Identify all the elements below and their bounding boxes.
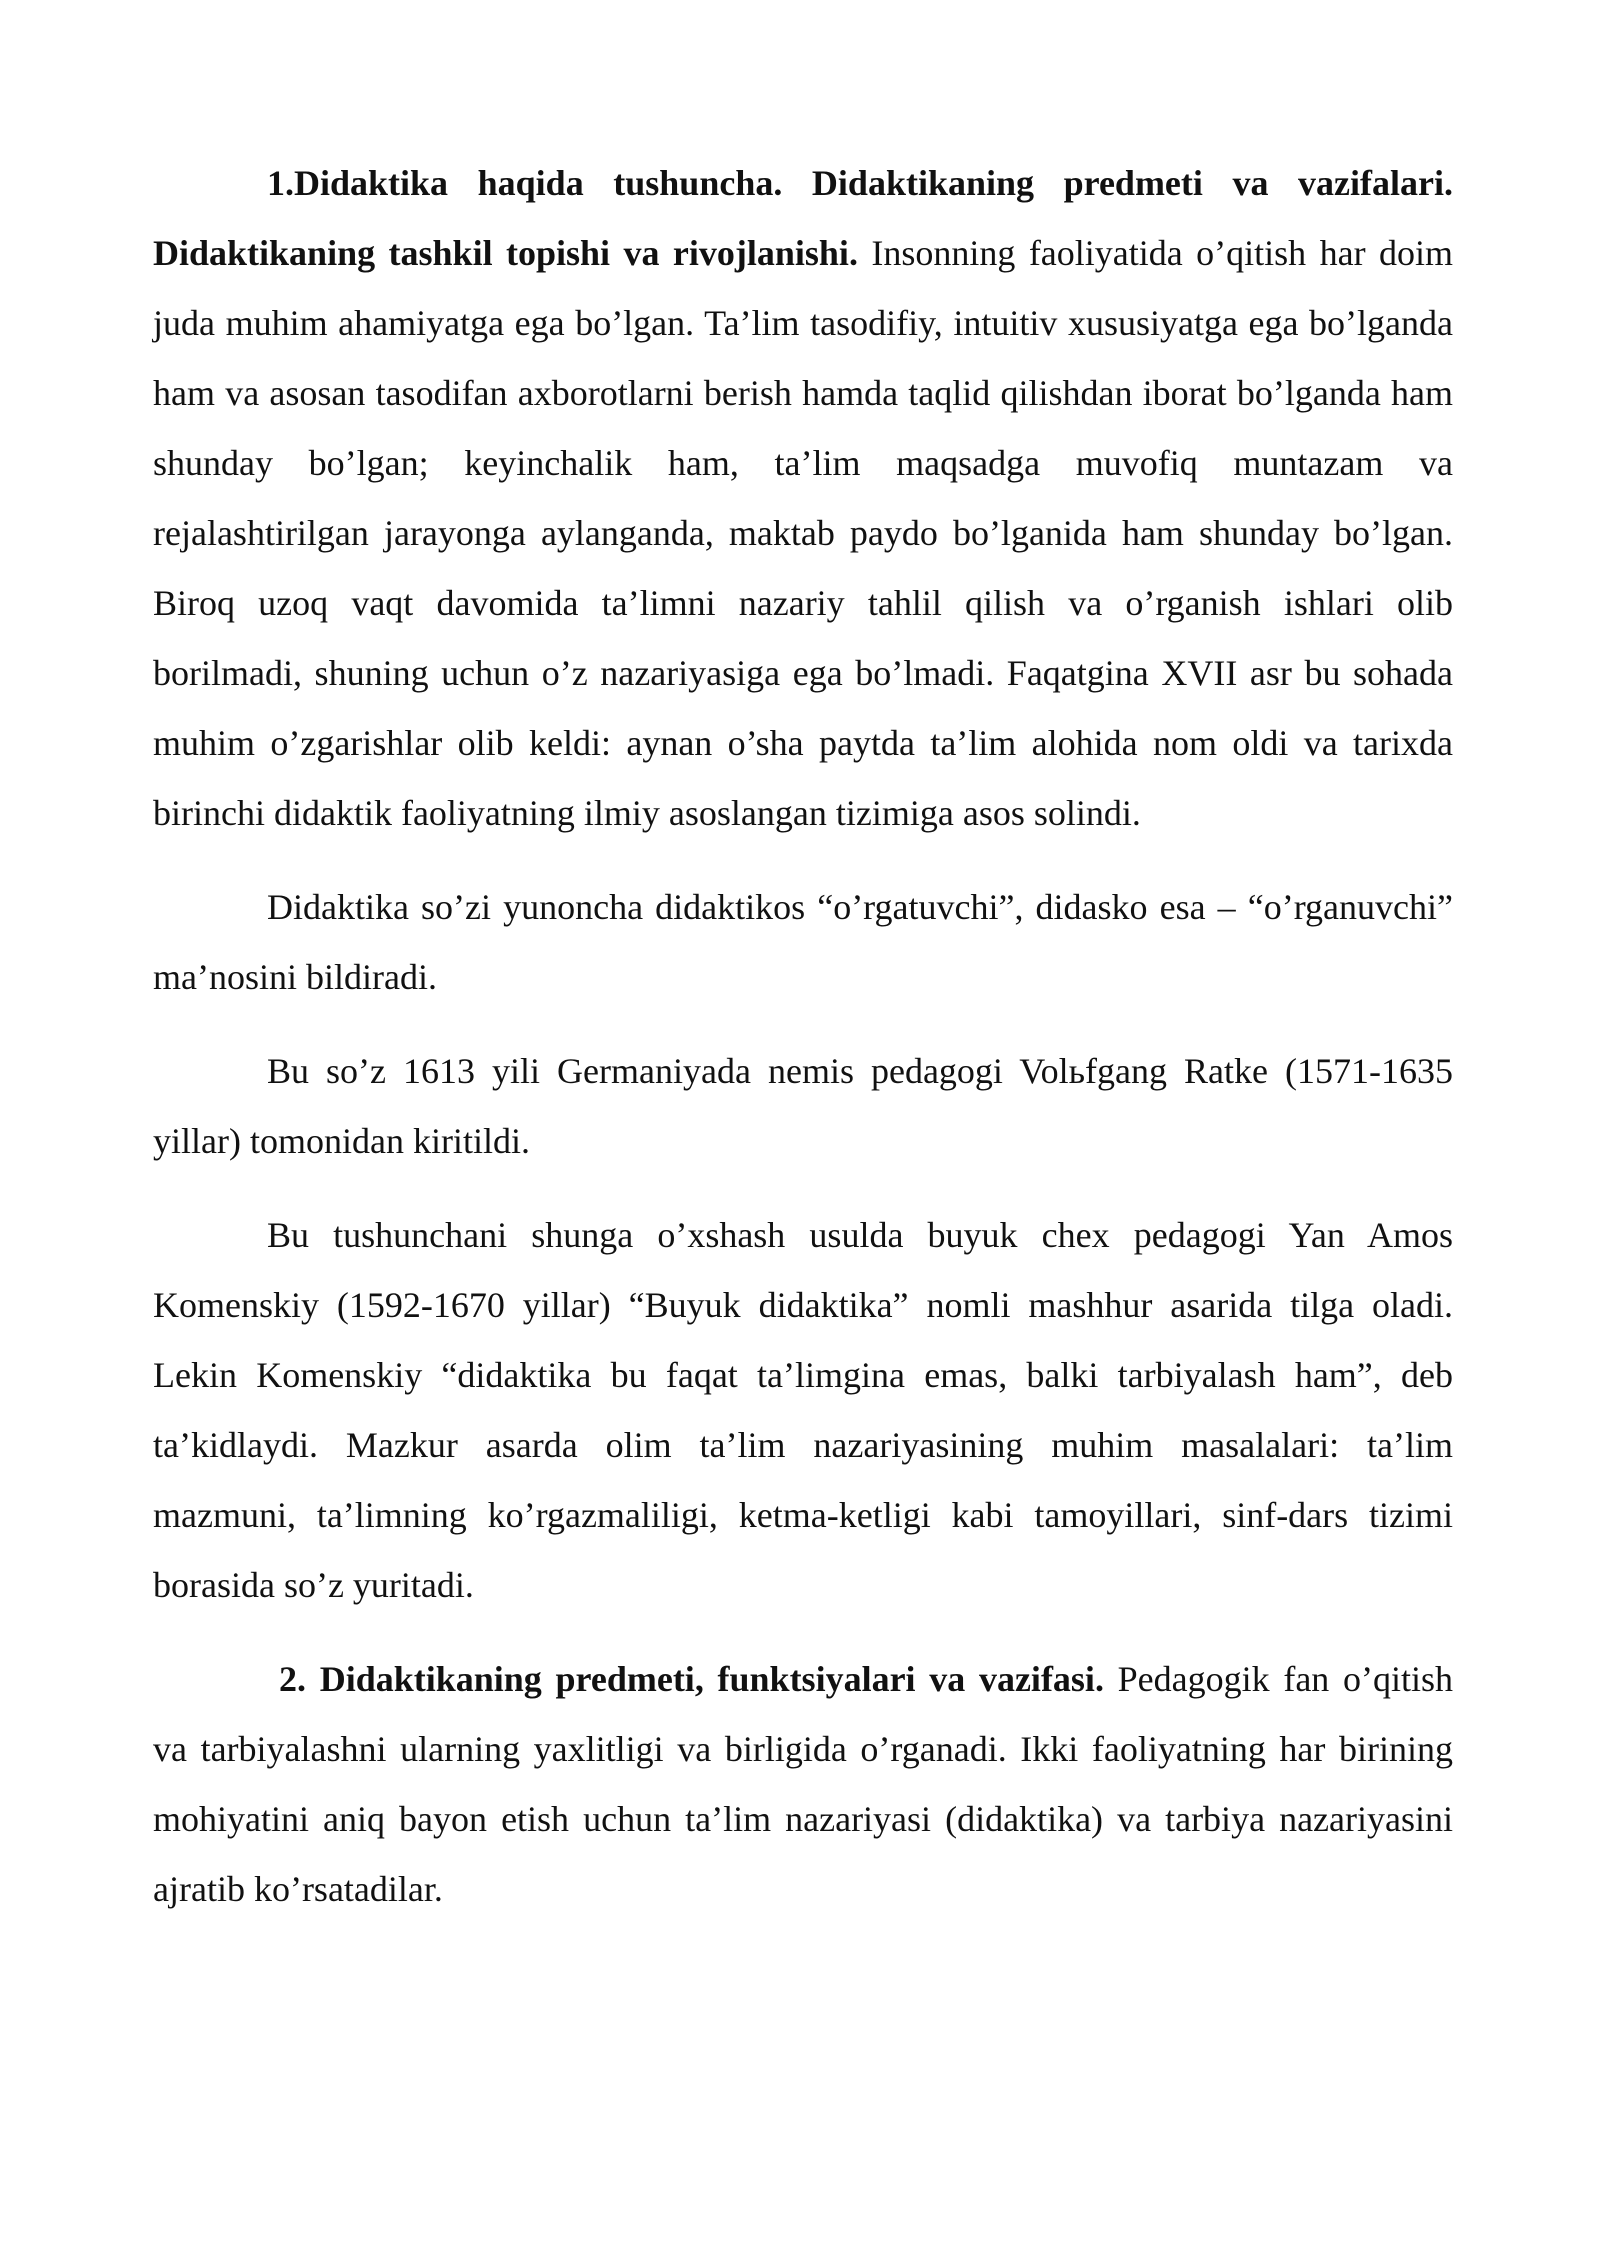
section-heading-2: 2. Didaktikaning predmeti, funktsiyalari va vazifasi. <box>279 1659 1104 1699</box>
document-page <box>153 148 1453 1948</box>
paragraph-text: Pedagogik fan o’qitish va tarbiyalashni ularning yaxlitligi va birligida o’rganadi. Ikki faoliyatning har birining mohiyatini aniq bayon etish uchun ta’lim nazariyasi (didaktika) va tarbiya nazariyasini ajratib ko’rsatadilar. <box>153 1659 1453 1909</box>
paragraph-text: Didaktika so’zi yunoncha didaktikos “o’rgatuvchi”, didasko esa – “o’rganuvchi” ma’nosini bildiradi. <box>153 887 1453 997</box>
paragraph-ratke <box>153 1036 1453 1176</box>
paragraph-text: Bu so’z 1613 yili Germaniyada nemis pedagogi Volьfgang Ratke (1571-1635 yillar) tomonidan kiritildi. <box>153 1051 1453 1161</box>
section-heading-1: 1.Didaktika haqida tushuncha. Didaktikaning predmeti va vazifalari. Didaktikaning tashkil topishi va rivojlanishi. <box>153 163 1453 273</box>
paragraph-komenskiy <box>153 1200 1453 1620</box>
paragraph-etymology <box>153 872 1453 1012</box>
paragraph-text: Bu tushunchani shunga o’xshash usulda buyuk chex pedagogi Yan Amos Komenskiy (1592-1670 yillar) “Buyuk didaktika” nomli mashhur asarida tilga oladi. Lekin Komenskiy “didaktika bu faqat ta’limgina emas, balki tarbiyalash ham”, deb ta’kidlaydi. Mazkur asarda olim ta’lim nazariyasining muhim masalalari: ta’lim mazmuni, ta’limning ko’rgazmaliligi, ketma-ketligi kabi tamoyillari, sinf-dars tizimi borasida so’z yuritadi. <box>153 1215 1453 1605</box>
paragraph-section-2 <box>153 1644 1453 1924</box>
paragraph-section-1 <box>153 148 1453 848</box>
paragraph-text: Insonning faoliyatida o’qitish har doim juda muhim ahamiyatga ega bo’lgan. Ta’lim tasodifiy, intuitiv xususiyatga ega bo’lganda ham va asosan tasodifan axborotlarni berish hamda taqlid qilishdan iborat bo’lganda ham shunday bo’lgan; keyinchalik ham, ta’lim maqsadga muvofiq muntazam va rejalashtirilgan jarayonga aylanganda, maktab paydo bo’lganida ham shunday bo’lgan. Biroq uzoq vaqt davomida ta’limni nazariy tahlil qilish va o’rganish ishlari olib borilmadi, shuning uchun o’z nazariyasiga ega bo’lmadi. Faqatgina XVII asr bu sohada muhim o’zgarishlar olib keldi: aynan o’sha paytda ta’lim alohida nom oldi va tarixda birinchi didaktik faoliyatning ilmiy asoslangan tizimiga asos solindi. <box>153 233 1454 833</box>
